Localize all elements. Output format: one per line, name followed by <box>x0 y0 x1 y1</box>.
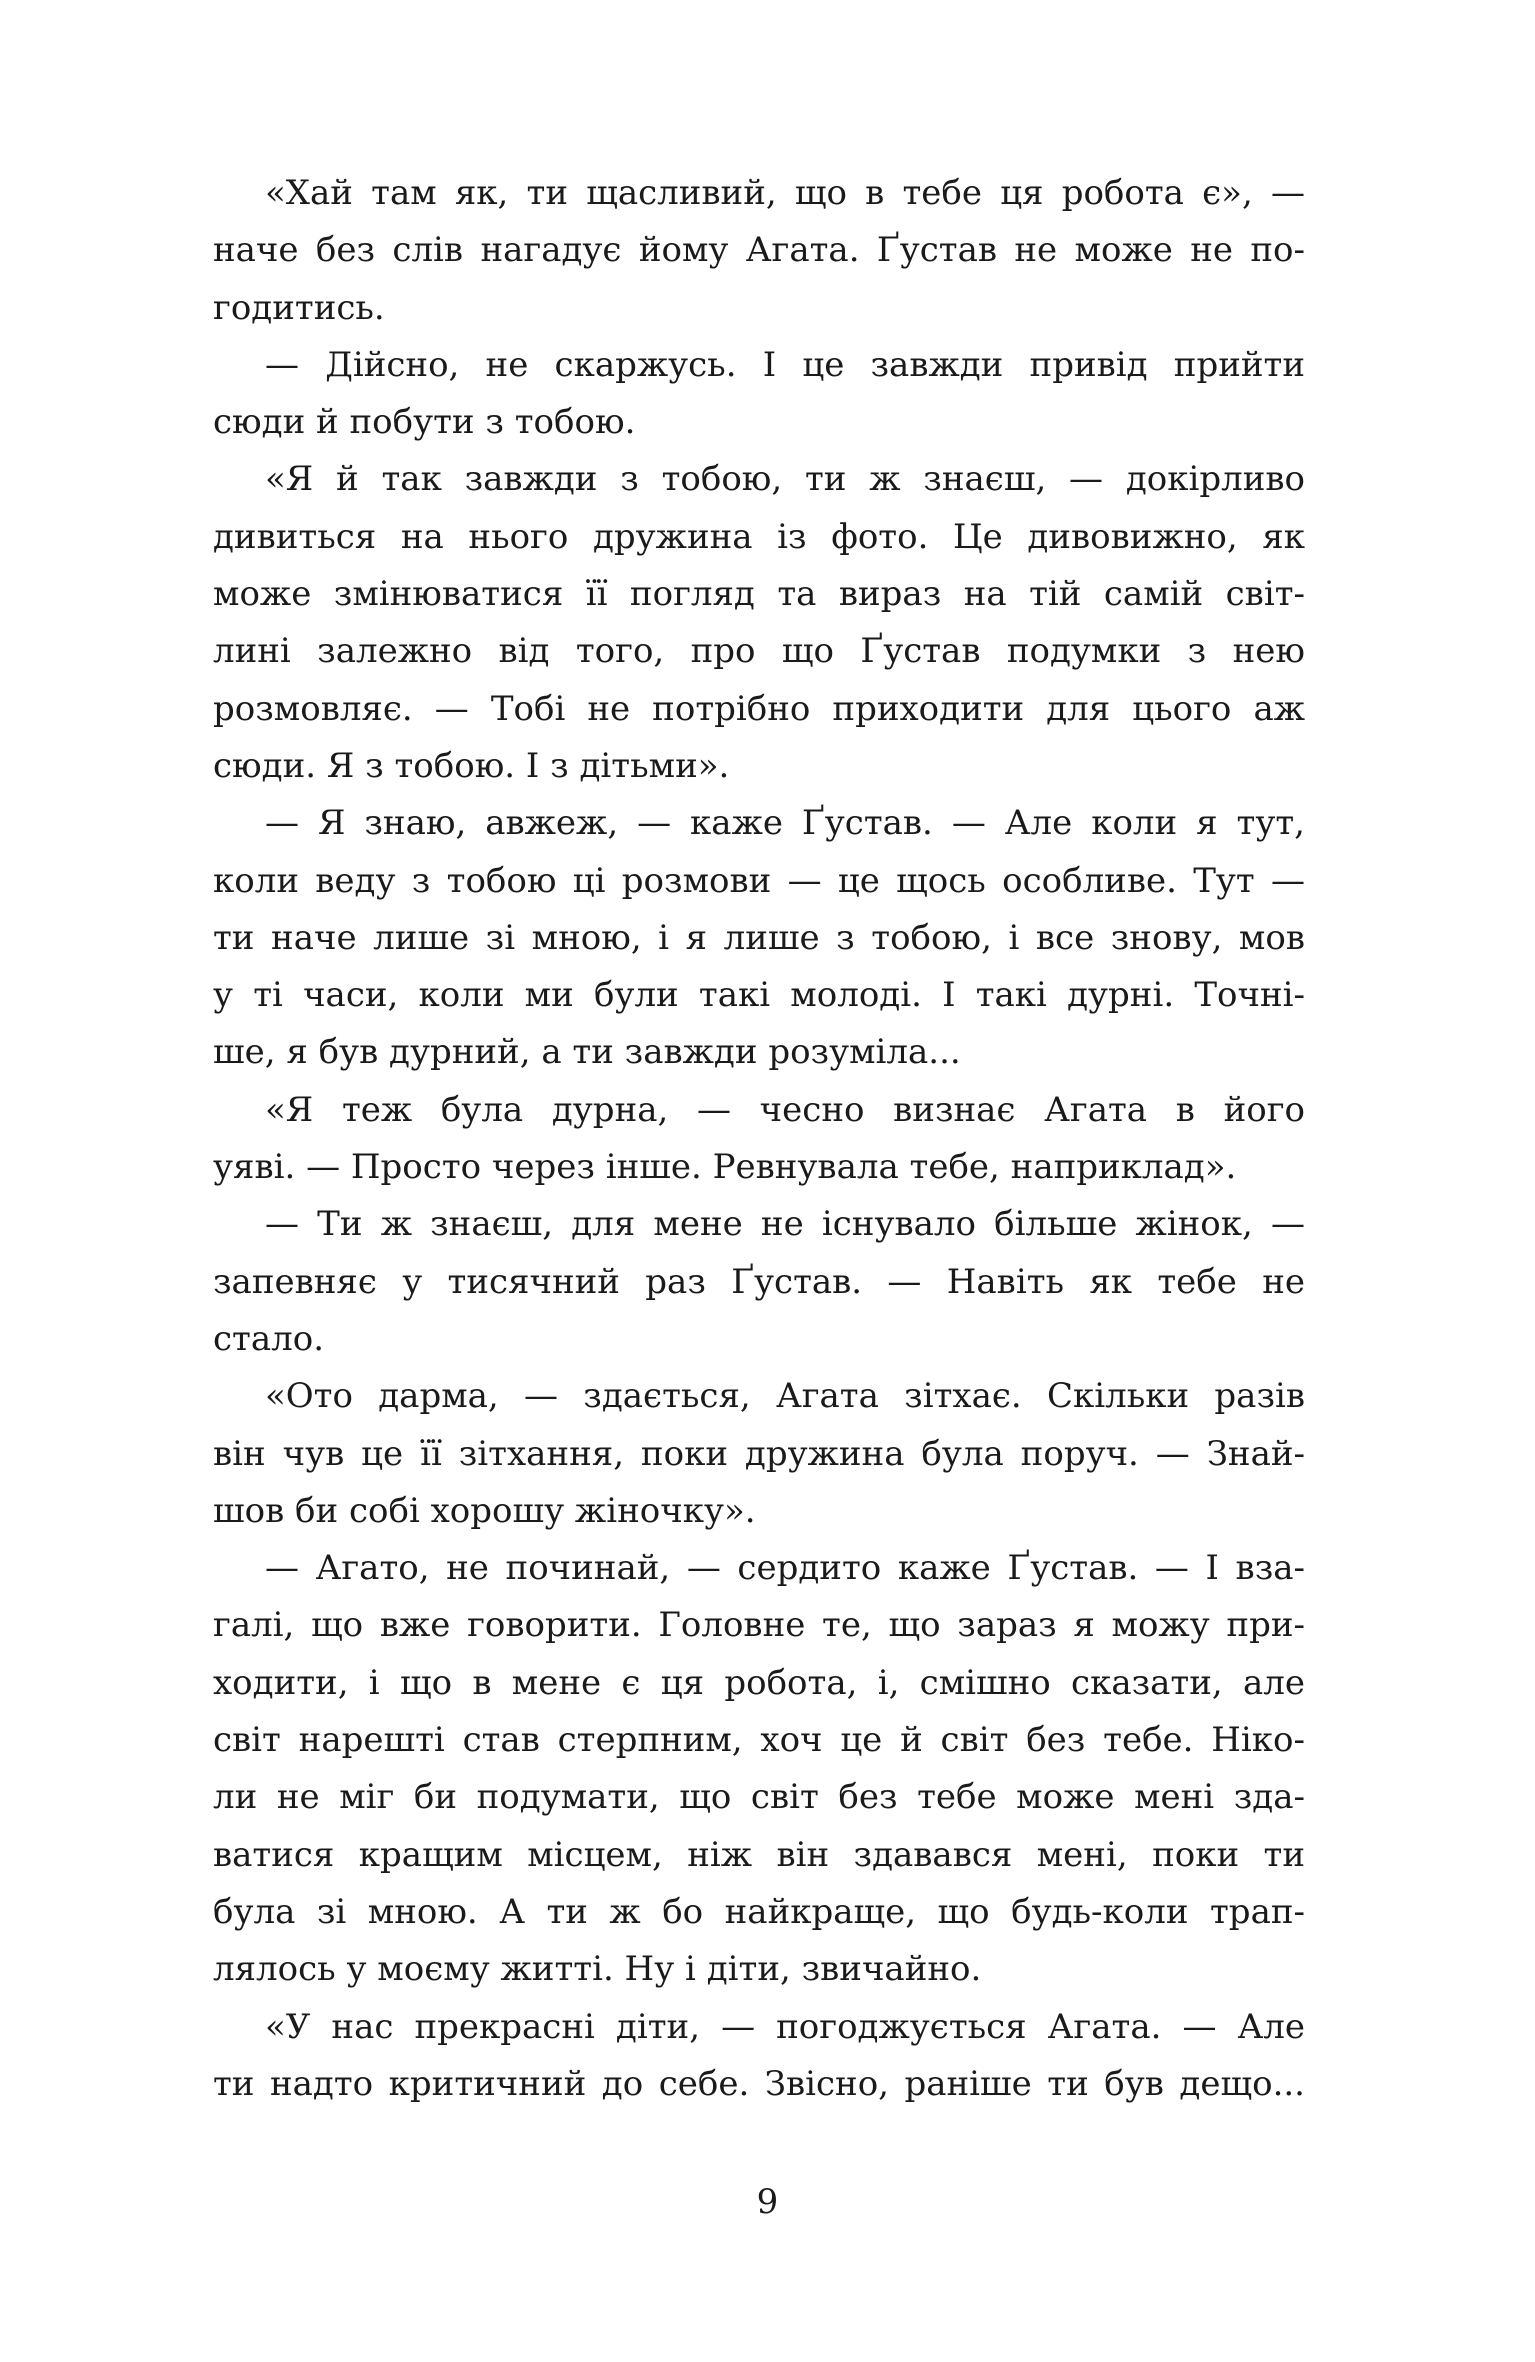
text-line: світ нарешті став стерпним, хоч це й світ без тебе. Ніко- <box>213 1720 1305 1761</box>
text-line: лині залежно від того, про що Ґустав подумки з нею <box>213 631 1305 672</box>
text-line: розмовляє. — Тобі не потрібно приходити для цього аж <box>213 688 1305 729</box>
text-line: — Я знаю, авжеж, — каже Ґустав. — Але коли я тут, <box>265 803 1305 844</box>
text-line: наче без слів нагадує йому Агата. Ґустав не може не по- <box>213 230 1305 271</box>
text-line: він чув це її зітхання, поки дружина була поруч. — Знай- <box>213 1433 1305 1474</box>
text-line: — Дійсно, не скаржусь. І це завжди привід прийти <box>265 344 1305 385</box>
text-line: запевняє у тисячний раз Ґустав. — Навіть як тебе не <box>213 1261 1305 1302</box>
text-line: коли веду з тобою ці розмови — це щось особливе. Тут — <box>213 860 1305 901</box>
text-line: галі, що вже говорити. Головне те, що зараз я можу при- <box>213 1605 1305 1646</box>
text-line: годитись. <box>213 287 385 328</box>
text-line: шов би собі хорошу жіночку». <box>213 1490 756 1531</box>
text-line: стало. <box>213 1318 324 1359</box>
text-line: у ті часи, коли ми були такі молоді. І такі дурні. Точні- <box>213 975 1305 1016</box>
text-line: сюди й побути з тобою. <box>213 402 636 443</box>
text-line: уяві. — Просто через інше. Ревнувала тебе, наприклад». <box>213 1147 1237 1188</box>
text-line: «Я й так завжди з тобою, ти ж знаєш, — докірливо <box>265 459 1305 500</box>
text-line: ти наче лише зі мною, і я лише з тобою, і все знову, мов <box>213 917 1305 958</box>
text-line: «Хай там як, ти щасливий, що в тебе ця робота є», — <box>265 173 1305 213</box>
text-line: лялось у моєму житті. Ну і діти, звичайно. <box>213 1949 982 1990</box>
text-line: ше, я був дурний, а ти завжди розуміла... <box>213 1032 961 1073</box>
text-line: «Ото дарма, — здається, Агата зітхає. Скільки разів <box>265 1376 1305 1417</box>
text-line: «У нас прекрасні діти, — погоджується Агата. — Але <box>265 2006 1305 2047</box>
text-line: «Я теж була дурна, — чесно визнає Агата в його <box>265 1089 1305 1130</box>
text-line: дивиться на нього дружина із фото. Це дивовижно, як <box>213 516 1305 557</box>
text-line: ли не міг би подумати, що світ без тебе може мені зда- <box>213 1777 1305 1818</box>
page-number: 9 <box>756 2182 779 2222</box>
text-line: — Ти ж знаєш, для мене не існувало більше жінок, — <box>265 1204 1305 1245</box>
text-line: ватися кращим місцем, ніж він здавався мені, поки ти <box>213 1834 1305 1875</box>
text-line: ходити, і що в мене є ця робота, і, смішно сказати, але <box>213 1662 1305 1703</box>
text-line: ти надто критичний до себе. Звісно, раніше ти був дещо... <box>213 2063 1305 2104</box>
text-line: сюди. Я з тобою. І з дітьми». <box>213 745 730 786</box>
text-line: була зі мною. А ти ж бо найкраще, що будь-коли трап- <box>213 1891 1305 1932</box>
body-text <box>213 165 1305 2113</box>
text-line: — Агато, не починай, — сердито каже Ґустав. — І вза- <box>265 1548 1305 1589</box>
text-line: може змінюватися її погляд та вираз на тій самій світ- <box>213 574 1305 615</box>
